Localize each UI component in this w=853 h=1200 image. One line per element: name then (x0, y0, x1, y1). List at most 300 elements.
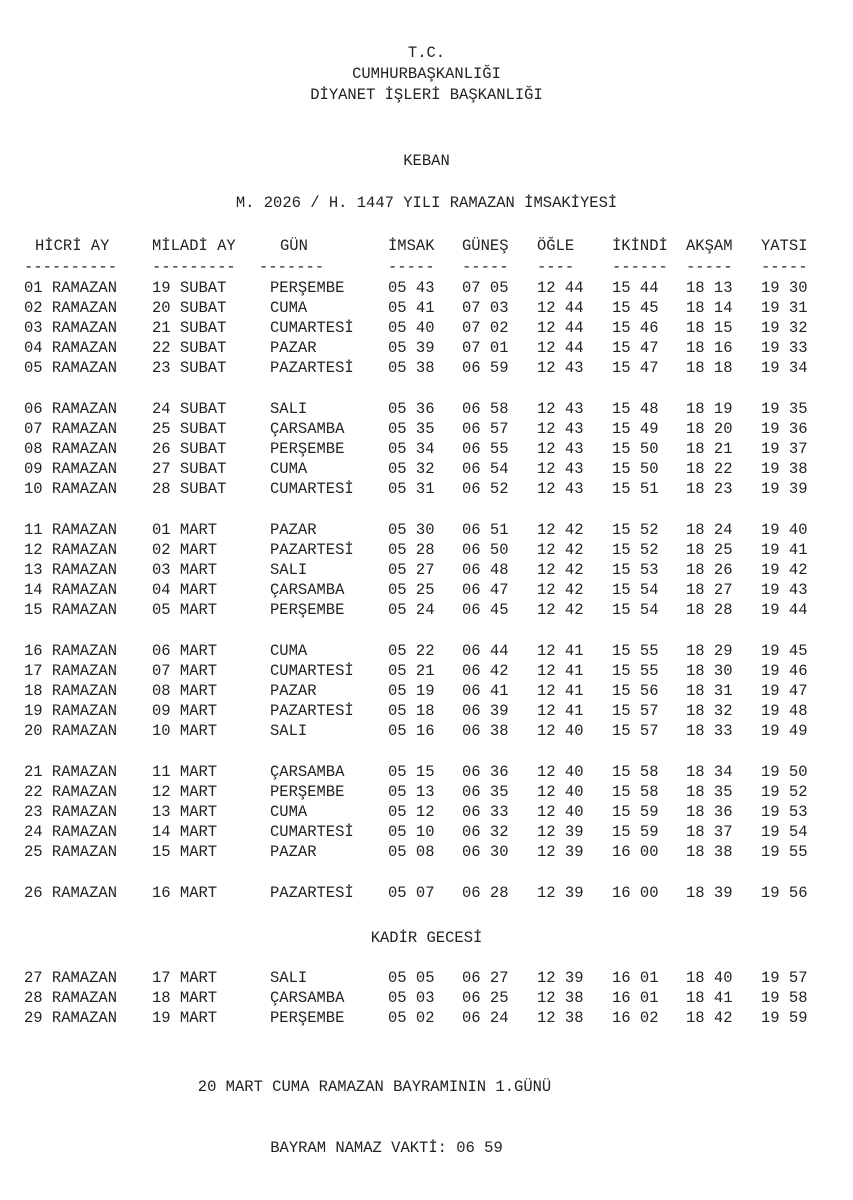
cell-yatsi: 19 54 (761, 823, 808, 841)
cell-hicri: 04 RAMAZAN (24, 339, 118, 357)
column-header-ikindi: İKİNDİ (612, 237, 668, 255)
cell-aksam: 18 38 (686, 843, 733, 861)
cell-imsak: 05 40 (388, 319, 435, 337)
cell-yatsi: 19 49 (761, 722, 808, 740)
cell-gun: CUMARTESİ (270, 480, 354, 498)
cell-hicri: 16 RAMAZAN (24, 642, 118, 660)
cell-gun: PERŞEMBE (270, 279, 345, 297)
cell-gunes: 06 39 (462, 702, 509, 720)
cell-gunes: 06 47 (462, 581, 509, 599)
cell-ikindi: 15 50 (612, 460, 659, 478)
cell-ogle: 12 38 (537, 989, 584, 1007)
cell-aksam: 18 21 (686, 440, 733, 458)
cell-ogle: 12 39 (537, 823, 584, 841)
cell-miladi: 19 SUBAT (152, 279, 227, 297)
cell-ikindi: 15 53 (612, 561, 659, 579)
cell-imsak: 05 25 (388, 581, 435, 599)
cell-ogle: 12 42 (537, 541, 584, 559)
cell-imsak: 05 08 (388, 843, 435, 861)
cell-ogle: 12 43 (537, 460, 584, 478)
cell-gunes: 07 01 (462, 339, 509, 357)
cell-gunes: 06 44 (462, 642, 509, 660)
column-header-aksam: AKŞAM (686, 237, 733, 255)
cell-hicri: 07 RAMAZAN (24, 420, 118, 438)
cell-ikindi: 15 58 (612, 763, 659, 781)
table-header (0, 236, 853, 256)
cell-ogle: 12 42 (537, 521, 584, 539)
table-row (0, 822, 853, 842)
cell-yatsi: 19 32 (761, 319, 808, 337)
cell-yatsi: 19 52 (761, 783, 808, 801)
cell-gunes: 06 57 (462, 420, 509, 438)
cell-ikindi: 15 55 (612, 642, 659, 660)
cell-gun: ÇARSAMBA (270, 989, 345, 1007)
cell-imsak: 05 38 (388, 359, 435, 377)
table-row (0, 762, 853, 782)
cell-gun: PAZAR (270, 682, 317, 700)
cell-hicri: 09 RAMAZAN (24, 460, 118, 478)
cell-gun: CUMARTESİ (270, 319, 354, 337)
cell-aksam: 18 37 (686, 823, 733, 841)
cell-miladi: 17 MART (152, 969, 218, 987)
cell-yatsi: 19 53 (761, 803, 808, 821)
cell-gunes: 06 27 (462, 969, 509, 987)
cell-aksam: 18 20 (686, 420, 733, 438)
cell-gunes: 06 35 (462, 783, 509, 801)
table-row (0, 479, 853, 499)
cell-gunes: 06 54 (462, 460, 509, 478)
cell-gun: ÇARSAMBA (270, 420, 345, 438)
cell-ogle: 12 41 (537, 682, 584, 700)
cell-hicri: 24 RAMAZAN (24, 823, 118, 841)
cell-aksam: 18 13 (686, 279, 733, 297)
cell-ogle: 12 44 (537, 319, 584, 337)
header-cumhurbaskanligi: CUMHURBAŞKANLIĞI (352, 65, 501, 83)
cell-ogle: 12 43 (537, 480, 584, 498)
cell-gunes: 06 48 (462, 561, 509, 579)
cell-gun: CUMA (270, 803, 308, 821)
cell-yatsi: 19 41 (761, 541, 808, 559)
cell-ikindi: 15 45 (612, 299, 659, 317)
cell-hicri: 25 RAMAZAN (24, 843, 118, 861)
table-row (0, 641, 853, 661)
cell-aksam: 18 15 (686, 319, 733, 337)
cell-hicri: 20 RAMAZAN (24, 722, 118, 740)
cell-ikindi: 15 52 (612, 521, 659, 539)
cell-miladi: 19 MART (152, 1009, 218, 1027)
cell-gun: PAZAR (270, 339, 317, 357)
cell-imsak: 05 30 (388, 521, 435, 539)
table-row (0, 338, 853, 358)
cell-gun: ÇARSAMBA (270, 581, 345, 599)
cell-gunes: 06 58 (462, 400, 509, 418)
cell-ikindi: 15 57 (612, 702, 659, 720)
cell-yatsi: 19 58 (761, 989, 808, 1007)
cell-ogle: 12 42 (537, 561, 584, 579)
cell-aksam: 18 34 (686, 763, 733, 781)
cell-ikindi: 15 49 (612, 420, 659, 438)
cell-gun: CUMARTESİ (270, 823, 354, 841)
cell-gunes: 06 41 (462, 682, 509, 700)
cell-miladi: 09 MART (152, 702, 218, 720)
cell-gun: PAZARTESİ (270, 884, 354, 902)
cell-yatsi: 19 46 (761, 662, 808, 680)
cell-aksam: 18 39 (686, 884, 733, 902)
table-row (0, 1008, 853, 1028)
cell-ikindi: 15 56 (612, 682, 659, 700)
cell-imsak: 05 41 (388, 299, 435, 317)
cell-gun: CUMA (270, 299, 308, 317)
cell-miladi: 15 MART (152, 843, 218, 861)
cell-gunes: 06 59 (462, 359, 509, 377)
cell-gunes: 07 02 (462, 319, 509, 337)
cell-gunes: 06 51 (462, 521, 509, 539)
cell-aksam: 18 28 (686, 601, 733, 619)
cell-gunes: 07 05 (462, 279, 509, 297)
cell-miladi: 16 MART (152, 884, 218, 902)
cell-hicri: 19 RAMAZAN (24, 702, 118, 720)
cell-imsak: 05 07 (388, 884, 435, 902)
cell-gun: PERŞEMBE (270, 601, 345, 619)
cell-ikindi: 15 51 (612, 480, 659, 498)
city-name: KEBAN (403, 152, 450, 170)
cell-ikindi: 16 02 (612, 1009, 659, 1027)
cell-aksam: 18 27 (686, 581, 733, 599)
cell-ogle: 12 39 (537, 843, 584, 861)
column-header-gunes: GÜNEŞ (462, 237, 509, 255)
cell-ikindi: 16 00 (612, 843, 659, 861)
cell-gunes: 06 45 (462, 601, 509, 619)
cell-gunes: 06 36 (462, 763, 509, 781)
cell-ikindi: 15 44 (612, 279, 659, 297)
cell-ogle: 12 39 (537, 884, 584, 902)
cell-hicri: 01 RAMAZAN (24, 279, 118, 297)
cell-yatsi: 19 38 (761, 460, 808, 478)
separator: ---------- (24, 258, 118, 276)
cell-imsak: 05 16 (388, 722, 435, 740)
cell-ogle: 12 44 (537, 299, 584, 317)
cell-hicri: 27 RAMAZAN (24, 969, 118, 987)
cell-yatsi: 19 55 (761, 843, 808, 861)
cell-hicri: 08 RAMAZAN (24, 440, 118, 458)
cell-miladi: 12 MART (152, 783, 218, 801)
cell-aksam: 18 26 (686, 561, 733, 579)
bayram-note: 20 MART CUMA RAMAZAN BAYRAMININ 1.GÜNÜ (197, 1078, 552, 1096)
cell-hicri: 11 RAMAZAN (24, 521, 118, 539)
cell-hicri: 12 RAMAZAN (24, 541, 118, 559)
cell-aksam: 18 36 (686, 803, 733, 821)
cell-aksam: 18 35 (686, 783, 733, 801)
table-row (0, 988, 853, 1008)
cell-yatsi: 19 35 (761, 400, 808, 418)
cell-hicri: 29 RAMAZAN (24, 1009, 118, 1027)
cell-hicri: 28 RAMAZAN (24, 989, 118, 1007)
cell-gun: CUMA (270, 460, 308, 478)
cell-miladi: 25 SUBAT (152, 420, 227, 438)
table-row (0, 439, 853, 459)
cell-ikindi: 15 55 (612, 662, 659, 680)
cell-imsak: 05 18 (388, 702, 435, 720)
table-row (0, 802, 853, 822)
cell-gunes: 07 03 (462, 299, 509, 317)
cell-miladi: 01 MART (152, 521, 218, 539)
header-diyanet: DİYANET İŞLERİ BAŞKANLIĞI (310, 86, 543, 104)
cell-ogle: 12 43 (537, 440, 584, 458)
cell-ikindi: 15 46 (612, 319, 659, 337)
cell-miladi: 27 SUBAT (152, 460, 227, 478)
cell-hicri: 10 RAMAZAN (24, 480, 118, 498)
cell-imsak: 05 13 (388, 783, 435, 801)
cell-imsak: 05 31 (388, 480, 435, 498)
cell-imsak: 05 43 (388, 279, 435, 297)
cell-hicri: 17 RAMAZAN (24, 662, 118, 680)
cell-ogle: 12 42 (537, 601, 584, 619)
cell-hicri: 26 RAMAZAN (24, 884, 118, 902)
table-row (0, 298, 853, 318)
cell-ikindi: 15 59 (612, 823, 659, 841)
cell-gunes: 06 30 (462, 843, 509, 861)
cell-miladi: 14 MART (152, 823, 218, 841)
cell-ogle: 12 40 (537, 803, 584, 821)
cell-yatsi: 19 40 (761, 521, 808, 539)
cell-gunes: 06 38 (462, 722, 509, 740)
table-row (0, 318, 853, 338)
table-row (0, 968, 853, 988)
table-row (0, 540, 853, 560)
cell-ogle: 12 40 (537, 722, 584, 740)
cell-yatsi: 19 43 (761, 581, 808, 599)
table-row (0, 520, 853, 540)
cell-imsak: 05 34 (388, 440, 435, 458)
separator: ----- (761, 258, 808, 276)
column-header-gun: GÜN (280, 237, 308, 255)
cell-ogle: 12 43 (537, 420, 584, 438)
cell-hicri: 23 RAMAZAN (24, 803, 118, 821)
separator: ----- (686, 258, 733, 276)
cell-gunes: 06 25 (462, 989, 509, 1007)
cell-yatsi: 19 37 (761, 440, 808, 458)
cell-gunes: 06 55 (462, 440, 509, 458)
cell-gun: PERŞEMBE (270, 440, 345, 458)
cell-ikindi: 16 00 (612, 884, 659, 902)
table-row (0, 661, 853, 681)
cell-hicri: 02 RAMAZAN (24, 299, 118, 317)
separator: --------- (152, 258, 236, 276)
table-row (0, 721, 853, 741)
cell-ikindi: 15 54 (612, 601, 659, 619)
cell-imsak: 05 12 (388, 803, 435, 821)
cell-miladi: 10 MART (152, 722, 218, 740)
cell-gun: PERŞEMBE (270, 1009, 345, 1027)
cell-miladi: 13 MART (152, 803, 218, 821)
separator: ------ (612, 258, 668, 276)
separator: ----- (462, 258, 509, 276)
cell-ikindi: 15 58 (612, 783, 659, 801)
table-row (0, 560, 853, 580)
table-row (0, 399, 853, 419)
column-header-miladi: MİLADİ AY (152, 237, 236, 255)
cell-ogle: 12 41 (537, 662, 584, 680)
cell-ogle: 12 40 (537, 783, 584, 801)
cell-aksam: 18 16 (686, 339, 733, 357)
cell-yatsi: 19 39 (761, 480, 808, 498)
cell-imsak: 05 28 (388, 541, 435, 559)
cell-aksam: 18 30 (686, 662, 733, 680)
table-row (0, 782, 853, 802)
cell-miladi: 20 SUBAT (152, 299, 227, 317)
cell-gun: SALI (270, 969, 308, 987)
cell-imsak: 05 19 (388, 682, 435, 700)
cell-ikindi: 15 47 (612, 359, 659, 377)
cell-ogle: 12 44 (537, 339, 584, 357)
cell-ikindi: 16 01 (612, 989, 659, 1007)
cell-miladi: 02 MART (152, 541, 218, 559)
table-row (0, 358, 853, 378)
table-row (0, 459, 853, 479)
cell-gunes: 06 33 (462, 803, 509, 821)
cell-miladi: 24 SUBAT (152, 400, 227, 418)
cell-imsak: 05 24 (388, 601, 435, 619)
cell-hicri: 06 RAMAZAN (24, 400, 118, 418)
cell-miladi: 22 SUBAT (152, 339, 227, 357)
kadir-gecesi-label: KADİR GECESİ (370, 929, 483, 947)
cell-ogle: 12 43 (537, 359, 584, 377)
cell-ogle: 12 44 (537, 279, 584, 297)
column-header-ogle: ÖĞLE (537, 237, 575, 255)
cell-ikindi: 15 47 (612, 339, 659, 357)
cell-aksam: 18 24 (686, 521, 733, 539)
cell-imsak: 05 32 (388, 460, 435, 478)
cell-yatsi: 19 57 (761, 969, 808, 987)
cell-miladi: 26 SUBAT (152, 440, 227, 458)
cell-yatsi: 19 59 (761, 1009, 808, 1027)
cell-miladi: 07 MART (152, 662, 218, 680)
cell-imsak: 05 15 (388, 763, 435, 781)
cell-aksam: 18 40 (686, 969, 733, 987)
page-title: M. 2026 / H. 1447 YILI RAMAZAN İMSAKİYESİ (235, 194, 618, 212)
cell-miladi: 06 MART (152, 642, 218, 660)
cell-ogle: 12 40 (537, 763, 584, 781)
table-row (0, 580, 853, 600)
cell-imsak: 05 10 (388, 823, 435, 841)
cell-ikindi: 15 52 (612, 541, 659, 559)
cell-gunes: 06 28 (462, 884, 509, 902)
cell-miladi: 05 MART (152, 601, 218, 619)
cell-ikindi: 15 54 (612, 581, 659, 599)
table-row (0, 681, 853, 701)
cell-miladi: 08 MART (152, 682, 218, 700)
cell-yatsi: 19 30 (761, 279, 808, 297)
cell-imsak: 05 35 (388, 420, 435, 438)
cell-miladi: 21 SUBAT (152, 319, 227, 337)
cell-aksam: 18 25 (686, 541, 733, 559)
cell-imsak: 05 21 (388, 662, 435, 680)
separator: ---- (537, 258, 575, 276)
bayram-namaz-vakti: BAYRAM NAMAZ VAKTİ: 06 59 (270, 1139, 503, 1157)
cell-hicri: 13 RAMAZAN (24, 561, 118, 579)
cell-aksam: 18 42 (686, 1009, 733, 1027)
cell-hicri: 21 RAMAZAN (24, 763, 118, 781)
cell-aksam: 18 14 (686, 299, 733, 317)
table-row (0, 701, 853, 721)
cell-imsak: 05 27 (388, 561, 435, 579)
cell-yatsi: 19 50 (761, 763, 808, 781)
cell-imsak: 05 02 (388, 1009, 435, 1027)
cell-imsak: 05 22 (388, 642, 435, 660)
cell-hicri: 18 RAMAZAN (24, 682, 118, 700)
cell-hicri: 05 RAMAZAN (24, 359, 118, 377)
cell-gunes: 06 50 (462, 541, 509, 559)
cell-ikindi: 15 59 (612, 803, 659, 821)
cell-ikindi: 15 48 (612, 400, 659, 418)
cell-gun: CUMARTESİ (270, 662, 354, 680)
cell-aksam: 18 32 (686, 702, 733, 720)
cell-aksam: 18 22 (686, 460, 733, 478)
cell-gunes: 06 52 (462, 480, 509, 498)
cell-yatsi: 19 33 (761, 339, 808, 357)
cell-hicri: 14 RAMAZAN (24, 581, 118, 599)
cell-ikindi: 16 01 (612, 969, 659, 987)
header-separator (0, 257, 853, 277)
column-header-hicri: HİCRİ AY (35, 237, 110, 255)
cell-ogle: 12 38 (537, 1009, 584, 1027)
table-row (0, 883, 853, 903)
cell-aksam: 18 33 (686, 722, 733, 740)
cell-aksam: 18 23 (686, 480, 733, 498)
cell-gun: CUMA (270, 642, 308, 660)
cell-gunes: 06 24 (462, 1009, 509, 1027)
cell-gun: ÇARSAMBA (270, 763, 345, 781)
cell-hicri: 03 RAMAZAN (24, 319, 118, 337)
cell-yatsi: 19 47 (761, 682, 808, 700)
cell-miladi: 03 MART (152, 561, 218, 579)
cell-yatsi: 19 36 (761, 420, 808, 438)
cell-aksam: 18 29 (686, 642, 733, 660)
cell-gun: SALI (270, 561, 308, 579)
cell-ogle: 12 39 (537, 969, 584, 987)
table-row (0, 842, 853, 862)
cell-imsak: 05 39 (388, 339, 435, 357)
cell-ogle: 12 41 (537, 642, 584, 660)
cell-ikindi: 15 57 (612, 722, 659, 740)
cell-aksam: 18 19 (686, 400, 733, 418)
cell-yatsi: 19 34 (761, 359, 808, 377)
cell-miladi: 11 MART (152, 763, 218, 781)
cell-aksam: 18 31 (686, 682, 733, 700)
table-row (0, 278, 853, 298)
cell-imsak: 05 05 (388, 969, 435, 987)
separator: ------- (259, 258, 325, 276)
cell-yatsi: 19 45 (761, 642, 808, 660)
cell-imsak: 05 03 (388, 989, 435, 1007)
cell-gun: PAZARTESİ (270, 702, 354, 720)
cell-gunes: 06 42 (462, 662, 509, 680)
table-row (0, 600, 853, 620)
cell-gun: SALI (270, 400, 308, 418)
cell-yatsi: 19 42 (761, 561, 808, 579)
header-tc: T.C. (407, 44, 446, 62)
cell-gun: PAZAR (270, 843, 317, 861)
column-header-imsak: İMSAK (388, 237, 435, 255)
cell-gun: SALI (270, 722, 308, 740)
cell-gun: PAZAR (270, 521, 317, 539)
cell-yatsi: 19 44 (761, 601, 808, 619)
cell-yatsi: 19 31 (761, 299, 808, 317)
column-header-yatsi: YATSI (761, 237, 808, 255)
cell-ogle: 12 43 (537, 400, 584, 418)
cell-miladi: 18 MART (152, 989, 218, 1007)
cell-aksam: 18 18 (686, 359, 733, 377)
